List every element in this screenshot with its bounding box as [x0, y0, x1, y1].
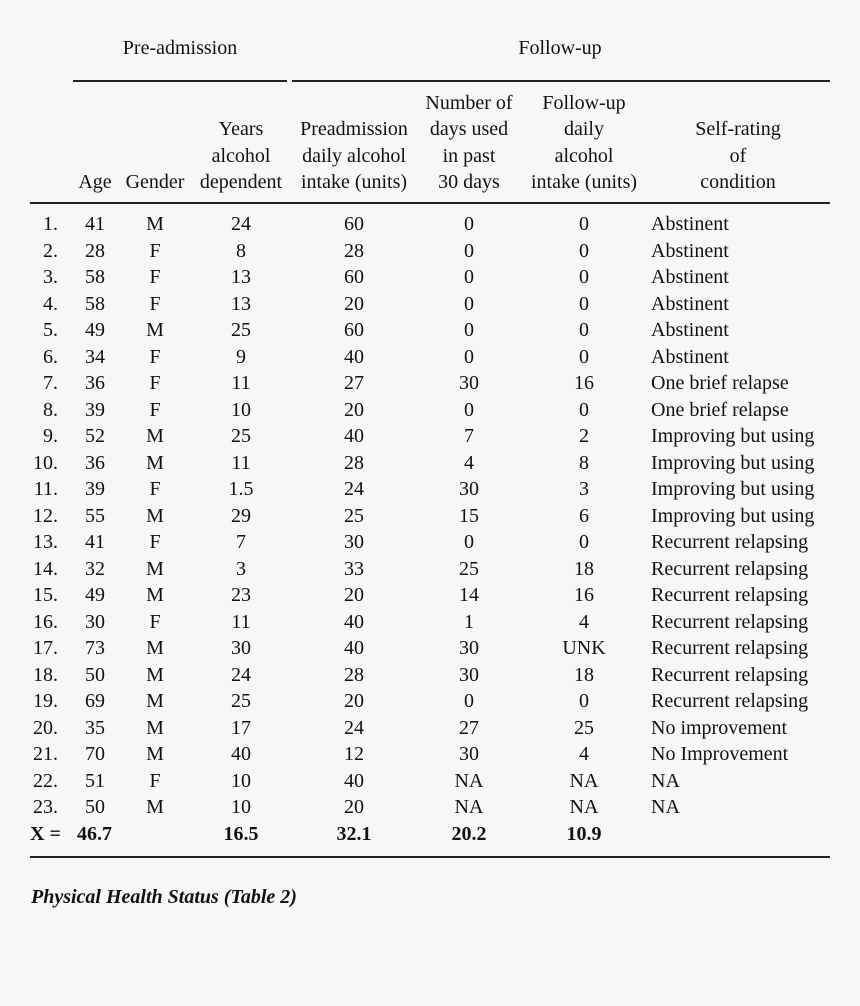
- cell-days: 1: [464, 610, 474, 633]
- cell-rating: Improving but using: [651, 478, 815, 500]
- header-preadmission-line: Preadmission: [300, 118, 408, 140]
- header-preadmission-line: daily alcohol: [302, 144, 406, 167]
- cell-fu: 0: [579, 266, 589, 288]
- cell-age: 39: [85, 478, 105, 500]
- cell-age: 49: [85, 319, 105, 341]
- cell-n: 23.: [33, 796, 58, 818]
- header-followup-line: Follow-up: [542, 91, 626, 114]
- cell-age: 51: [85, 769, 105, 792]
- cell-gender: M: [146, 716, 164, 739]
- cell-age: 41: [85, 531, 105, 553]
- cell-n: 18.: [33, 663, 58, 686]
- cell-fu: 25: [574, 716, 594, 739]
- header-years-line: Years: [218, 118, 264, 140]
- cell-age: 55: [85, 504, 105, 527]
- cell-days: 30: [459, 372, 479, 394]
- mean-fu: 10.9: [566, 822, 602, 845]
- cell-age: 58: [85, 292, 105, 315]
- cell-years: 25: [231, 425, 251, 447]
- cell-pre: 20: [344, 584, 364, 606]
- cell-n: 21.: [33, 743, 58, 765]
- cell-pre: 25: [344, 504, 364, 527]
- cell-days: 0: [464, 531, 474, 553]
- cell-age: 52: [85, 425, 105, 447]
- cell-age: 36: [85, 451, 105, 474]
- cell-pre: 40: [344, 610, 364, 633]
- cell-age: 58: [85, 266, 105, 288]
- cell-years: 11: [231, 610, 251, 633]
- cell-fu: 16: [574, 584, 594, 606]
- cell-days: 30: [459, 663, 479, 686]
- cell-n: 6.: [43, 345, 58, 368]
- cell-pre: 28: [344, 451, 364, 474]
- rule-header-bottom: [30, 202, 830, 204]
- cell-n: 3.: [43, 266, 58, 288]
- cell-fu: 3: [579, 478, 589, 500]
- cell-years: 25: [231, 319, 251, 341]
- cell-gender: M: [146, 637, 164, 659]
- cell-age: 70: [85, 743, 105, 765]
- cell-gender: F: [149, 266, 161, 288]
- cell-fu: 0: [579, 213, 589, 235]
- cell-pre: 28: [344, 239, 364, 262]
- cell-age: 50: [85, 663, 105, 686]
- cell-gender: F: [149, 239, 161, 262]
- cell-years: 11: [231, 451, 251, 474]
- cell-gender: F: [149, 478, 161, 500]
- cell-rating: One brief relapse: [651, 398, 789, 421]
- cell-rating: Improving but using: [651, 451, 815, 474]
- cell-age: 28: [85, 239, 105, 262]
- mean-days: 20.2: [451, 822, 487, 845]
- cell-years: 1.5: [228, 478, 254, 500]
- cell-days: 30: [459, 743, 479, 765]
- header-days-line: Number of: [425, 91, 513, 114]
- header-age-line: Age: [78, 171, 112, 193]
- cell-days: NA: [454, 769, 484, 792]
- cell-years: 7: [236, 531, 246, 553]
- cell-rating: No Improvement: [651, 743, 789, 765]
- cell-age: 30: [85, 610, 105, 633]
- cell-pre: 30: [344, 531, 364, 553]
- cell-gender: F: [149, 610, 161, 633]
- mean-pre: 32.1: [336, 822, 372, 845]
- cell-gender: M: [146, 213, 164, 235]
- cell-pre: 28: [344, 663, 364, 686]
- cell-n: 20.: [33, 716, 58, 739]
- header-followup-line: alcohol: [554, 144, 614, 167]
- rule-table-bottom: [30, 856, 830, 858]
- cell-fu: 0: [579, 239, 589, 262]
- cell-days: 0: [464, 319, 474, 341]
- cell-fu: 4: [579, 610, 589, 633]
- cell-years: 10: [231, 796, 251, 818]
- cell-fu: 0: [579, 319, 589, 341]
- cell-age: 35: [85, 716, 105, 739]
- cell-pre: 27: [344, 372, 364, 394]
- cell-pre: 40: [344, 769, 364, 792]
- cell-gender: F: [149, 292, 161, 315]
- cell-fu: 0: [579, 398, 589, 421]
- cell-pre: 60: [344, 266, 364, 288]
- cell-years: 25: [231, 690, 251, 712]
- cell-gender: F: [149, 398, 161, 421]
- cell-fu: 0: [579, 292, 589, 315]
- cell-years: 11: [231, 372, 251, 394]
- cell-n: 13.: [33, 531, 58, 553]
- cell-n: 22.: [33, 769, 58, 792]
- cell-n: 12.: [33, 504, 58, 527]
- cell-days: 0: [464, 239, 474, 262]
- cell-pre: 20: [344, 796, 364, 818]
- header-followup-line: daily: [564, 118, 604, 140]
- cell-years: 23: [231, 584, 251, 606]
- cell-fu: NA: [569, 769, 599, 792]
- cell-fu: 0: [579, 690, 589, 712]
- cell-years: 10: [231, 769, 251, 792]
- cell-rating: Abstinent: [651, 239, 729, 262]
- cell-pre: 60: [344, 213, 364, 235]
- cell-days: 7: [464, 425, 474, 447]
- cell-days: 30: [459, 478, 479, 500]
- cell-n: 8.: [43, 398, 58, 421]
- cell-fu: 18: [574, 663, 594, 686]
- header-preadmission-line: intake (units): [300, 171, 408, 193]
- cell-pre: 12: [344, 743, 364, 765]
- header-followup-line: intake (units): [530, 171, 638, 193]
- cell-gender: M: [146, 319, 164, 341]
- cell-rating: Abstinent: [651, 266, 729, 288]
- cell-rating: Recurrent relapsing: [651, 690, 809, 712]
- cell-days: 0: [464, 213, 474, 235]
- cell-years: 8: [236, 239, 246, 262]
- rule-follow-up: [292, 80, 830, 82]
- cell-age: 69: [85, 690, 105, 712]
- cell-pre: 33: [344, 557, 364, 580]
- cell-rating: Recurrent relapsing: [651, 637, 809, 659]
- cell-days: 0: [464, 266, 474, 288]
- cell-gender: M: [146, 451, 164, 474]
- cell-gender: M: [146, 584, 164, 606]
- header-days-line: in past: [442, 144, 496, 167]
- cell-days: 0: [464, 690, 474, 712]
- header-days-line: days used: [429, 118, 509, 140]
- cell-rating: Recurrent relapsing: [651, 610, 809, 633]
- cell-n: 17.: [33, 637, 58, 659]
- cell-rating: Abstinent: [651, 319, 729, 341]
- cell-gender: M: [146, 796, 164, 818]
- rule-pre-admission: [73, 80, 287, 82]
- cell-n: 2.: [43, 239, 58, 262]
- cell-rating: Recurrent relapsing: [651, 663, 809, 686]
- cell-rating: Abstinent: [651, 292, 729, 315]
- cell-n: 14.: [33, 557, 58, 580]
- cell-gender: M: [146, 425, 164, 447]
- cell-n: 4.: [43, 292, 58, 315]
- caption: Physical Health Status (Table 2): [31, 886, 297, 908]
- cell-days: 15: [459, 504, 479, 527]
- cell-years: 24: [231, 663, 251, 686]
- cell-rating: Recurrent relapsing: [651, 557, 809, 580]
- cell-pre: 20: [344, 690, 364, 712]
- mean-label: X =: [30, 822, 61, 845]
- cell-fu: 4: [579, 743, 589, 765]
- cell-gender: F: [149, 372, 161, 394]
- cell-n: 1.: [43, 213, 58, 235]
- cell-days: 14: [459, 584, 479, 606]
- cell-fu: UNK: [562, 637, 606, 659]
- cell-age: 39: [85, 398, 105, 421]
- cell-days: 0: [464, 292, 474, 315]
- cell-rating: Improving but using: [651, 425, 815, 447]
- cell-gender: M: [146, 690, 164, 712]
- cell-fu: 16: [574, 372, 594, 394]
- cell-years: 24: [231, 213, 251, 235]
- cell-n: 15.: [33, 584, 58, 606]
- cell-gender: M: [146, 663, 164, 686]
- cell-days: 25: [459, 557, 479, 580]
- cell-pre: 40: [344, 425, 364, 447]
- cell-gender: M: [146, 504, 164, 527]
- cell-age: 49: [85, 584, 105, 606]
- cell-pre: 20: [344, 398, 364, 421]
- cell-n: 7.: [43, 372, 58, 394]
- cell-days: 0: [464, 345, 474, 368]
- cell-pre: 24: [344, 716, 364, 739]
- cell-n: 19.: [33, 690, 58, 712]
- group-pre-admission: Pre-admission: [122, 37, 238, 59]
- mean-years: 16.5: [223, 822, 259, 845]
- cell-fu: 0: [579, 531, 589, 553]
- group-follow-up: Follow-up: [518, 37, 602, 59]
- cell-days: 4: [464, 451, 474, 474]
- cell-n: 16.: [33, 610, 58, 633]
- cell-n: 5.: [43, 319, 58, 341]
- cell-pre: 24: [344, 478, 364, 500]
- header-selfrating-line: of: [729, 144, 747, 167]
- cell-age: 34: [85, 345, 105, 368]
- cell-fu: 8: [579, 451, 589, 474]
- cell-years: 13: [231, 266, 251, 288]
- cell-age: 32: [85, 557, 105, 580]
- cell-rating: Abstinent: [651, 345, 729, 368]
- cell-pre: 40: [344, 637, 364, 659]
- cell-gender: M: [146, 743, 164, 765]
- cell-fu: 0: [579, 345, 589, 368]
- cell-fu: NA: [569, 796, 599, 818]
- cell-fu: 18: [574, 557, 594, 580]
- cell-rating: Improving but using: [651, 504, 815, 527]
- cell-years: 29: [231, 504, 251, 527]
- mean-age: 46.7: [77, 822, 112, 845]
- cell-fu: 2: [579, 425, 589, 447]
- cell-years: 13: [231, 292, 251, 315]
- cell-days: 30: [459, 637, 479, 659]
- cell-rating: No improvement: [651, 716, 788, 739]
- cell-rating: Recurrent relapsing: [651, 531, 809, 553]
- cell-gender: F: [149, 531, 161, 553]
- cell-gender: F: [149, 769, 161, 792]
- header-years-line: dependent: [199, 171, 283, 193]
- cell-rating: NA: [651, 769, 680, 792]
- cell-rating: NA: [651, 796, 680, 818]
- cell-years: 9: [236, 345, 246, 368]
- cell-pre: 40: [344, 345, 364, 368]
- cell-age: 73: [85, 637, 105, 659]
- cell-gender: F: [149, 345, 161, 368]
- cell-n: 9.: [43, 425, 58, 447]
- header-selfrating-line: Self-rating: [695, 118, 781, 140]
- header-gender-line: Gender: [125, 171, 185, 193]
- cell-n: 11.: [33, 478, 58, 500]
- header-selfrating-line: condition: [700, 171, 776, 193]
- cell-rating: Recurrent relapsing: [651, 584, 809, 606]
- cell-pre: 20: [344, 292, 364, 315]
- header-days-line: 30 days: [438, 171, 500, 193]
- cell-n: 10.: [33, 451, 58, 474]
- cell-years: 17: [231, 716, 251, 739]
- cell-age: 50: [85, 796, 105, 818]
- cell-days: 27: [459, 716, 479, 739]
- cell-years: 30: [231, 637, 251, 659]
- cell-rating: One brief relapse: [651, 372, 789, 394]
- cell-age: 36: [85, 372, 105, 394]
- header-years-line: alcohol: [211, 144, 271, 167]
- cell-pre: 60: [344, 319, 364, 341]
- cell-years: 3: [236, 557, 246, 580]
- cell-days: NA: [454, 796, 484, 818]
- cell-rating: Abstinent: [651, 213, 729, 235]
- cell-gender: M: [146, 557, 164, 580]
- cell-days: 0: [464, 398, 474, 421]
- cell-age: 41: [85, 213, 105, 235]
- cell-fu: 6: [579, 504, 589, 527]
- cell-years: 10: [231, 398, 251, 421]
- cell-years: 40: [231, 743, 251, 765]
